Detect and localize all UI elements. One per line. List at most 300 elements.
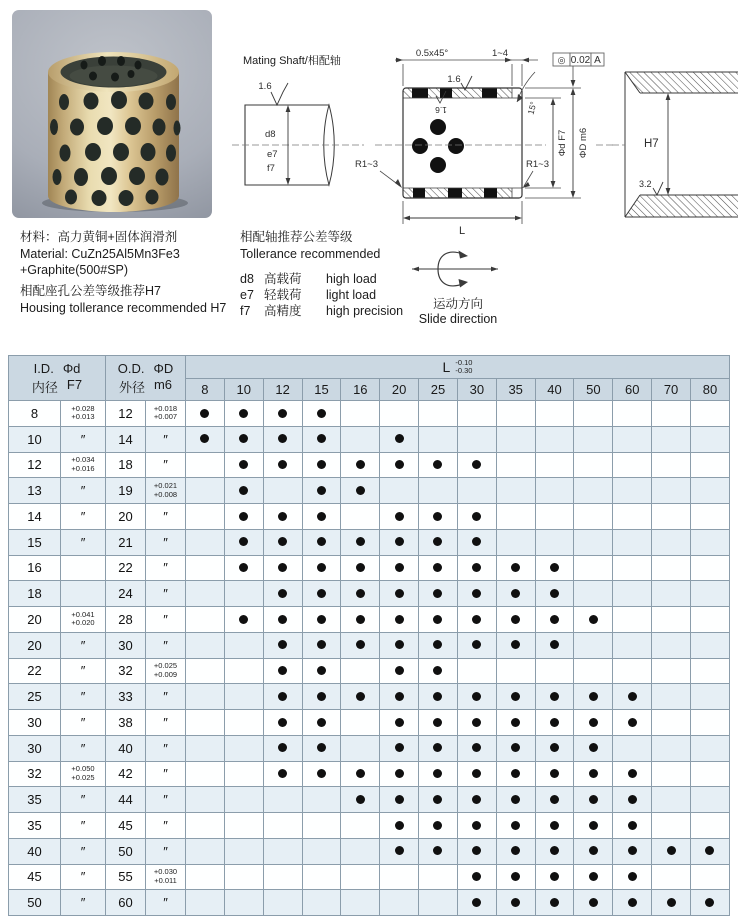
availability-cell-L15 (302, 401, 341, 427)
availability-cell-L30 (457, 864, 496, 890)
size-row-25x33 (9, 684, 730, 710)
id-tolerance: ″ (61, 504, 106, 530)
availability-cell-L70 (652, 684, 691, 710)
id-value: 22 (9, 658, 61, 684)
shaft-diagram-title: Mating Shaft/相配轴 (243, 55, 341, 67)
availability-cell-L8 (186, 864, 225, 890)
id-value: 18 (9, 581, 61, 607)
availability-dot (356, 692, 365, 701)
od-tolerance: ″ (146, 452, 186, 478)
availability-cell-L35 (496, 426, 535, 452)
availability-cell-L35 (496, 607, 535, 633)
availability-dot (472, 898, 481, 907)
availability-cell-L30 (457, 710, 496, 736)
availability-cell-L30 (457, 658, 496, 684)
availability-cell-L80 (690, 452, 729, 478)
availability-dot (628, 795, 637, 804)
availability-cell-L20 (380, 787, 419, 813)
availability-cell-L70 (652, 555, 691, 581)
availability-dot (200, 434, 209, 443)
id-tolerance: ″ (61, 735, 106, 761)
availability-dot (433, 589, 442, 598)
availability-cell-L25 (419, 658, 458, 684)
od-value: 22 (106, 555, 146, 581)
housing-finish-label: 3.2 (639, 179, 652, 189)
availability-dot (317, 537, 326, 546)
availability-dot (356, 563, 365, 572)
size-row-20x28 (9, 607, 730, 633)
availability-cell-L16 (341, 504, 380, 530)
availability-cell-L70 (652, 761, 691, 787)
availability-dot (317, 666, 326, 675)
availability-cell-L30 (457, 452, 496, 478)
legend-fit: d8 (240, 272, 254, 286)
availability-cell-L8 (186, 710, 225, 736)
availability-cell-L10 (224, 478, 263, 504)
availability-cell-L35 (496, 529, 535, 555)
availability-cell-L8 (186, 787, 225, 813)
availability-dot (395, 512, 404, 521)
inner-diameter-label: Φd F7 (557, 129, 568, 157)
id-value: 45 (9, 864, 61, 890)
od-tolerance: ″ (146, 555, 186, 581)
od-tolerance: +0.030 +0.011 (146, 864, 186, 890)
availability-cell-L60 (613, 452, 652, 478)
length-header-25: 25 (419, 379, 458, 401)
size-row-50x60 (9, 890, 730, 916)
availability-cell-L80 (690, 787, 729, 813)
id-value: 20 (9, 632, 61, 658)
availability-dot (239, 512, 248, 521)
length-header-10: 10 (224, 379, 263, 401)
id-value: 13 (9, 478, 61, 504)
availability-dot (667, 846, 676, 855)
availability-cell-L70 (652, 478, 691, 504)
od-tolerance: ″ (146, 813, 186, 839)
availability-dot (317, 769, 326, 778)
id-value: 8 (9, 401, 61, 427)
availability-cell-L60 (613, 864, 652, 890)
availability-cell-L70 (652, 426, 691, 452)
availability-cell-L35 (496, 401, 535, 427)
availability-dot (395, 666, 404, 675)
od-tolerance: ″ (146, 607, 186, 633)
shaft-note-zh: 相配轴推荐公差等级 (240, 230, 353, 244)
availability-dot (511, 692, 520, 701)
availability-cell-L16 (341, 813, 380, 839)
legend-zh: 高载荷 (264, 272, 302, 286)
availability-cell-L60 (613, 710, 652, 736)
legend-en: high load (326, 272, 377, 286)
availability-cell-L35 (496, 684, 535, 710)
availability-cell-L40 (535, 607, 574, 633)
availability-cell-L50 (574, 813, 613, 839)
availability-dot (239, 563, 248, 572)
availability-cell-L80 (690, 401, 729, 427)
outer-diameter-label: ΦD m6 (578, 127, 589, 159)
availability-dot (356, 460, 365, 469)
availability-cell-L16 (341, 607, 380, 633)
availability-dot (356, 589, 365, 598)
availability-cell-L40 (535, 838, 574, 864)
availability-cell-L12 (263, 581, 302, 607)
id-tolerance: ″ (61, 890, 106, 916)
id-tolerance: ″ (61, 813, 106, 839)
availability-cell-L20 (380, 504, 419, 530)
availability-dot (395, 846, 404, 855)
legend-en: high precision (326, 304, 404, 318)
availability-cell-L25 (419, 890, 458, 916)
availability-cell-L40 (535, 426, 574, 452)
availability-cell-L50 (574, 632, 613, 658)
availability-cell-L8 (186, 452, 225, 478)
availability-dot (278, 692, 287, 701)
id-tolerance: +0.028 +0.013 (61, 401, 106, 427)
concentricity-icon: ◎ (557, 55, 566, 65)
availability-cell-L30 (457, 504, 496, 530)
availability-dot (395, 563, 404, 572)
availability-dot (433, 769, 442, 778)
od-tolerance: +0.021 +0.008 (146, 478, 186, 504)
availability-dot (278, 434, 287, 443)
id-tolerance (61, 581, 106, 607)
od-tolerance: ″ (146, 684, 186, 710)
availability-dot (433, 640, 442, 649)
availability-cell-L15 (302, 838, 341, 864)
availability-cell-L80 (690, 813, 729, 839)
material-line-zh: 材料：高力黄铜+固体润滑剂 (20, 230, 178, 244)
availability-dot (239, 409, 248, 418)
availability-cell-L40 (535, 555, 574, 581)
legend-zh: 轻载荷 (264, 288, 302, 302)
size-row-40x50 (9, 838, 730, 864)
availability-cell-L10 (224, 607, 263, 633)
availability-cell-L80 (690, 632, 729, 658)
availability-dot (472, 640, 481, 649)
availability-dot (317, 512, 326, 521)
availability-cell-L20 (380, 813, 419, 839)
legend-zh: 高精度 (264, 304, 302, 318)
availability-cell-L10 (224, 555, 263, 581)
availability-dot (511, 795, 520, 804)
availability-cell-L12 (263, 761, 302, 787)
availability-cell-L15 (302, 529, 341, 555)
size-row-30x40 (9, 735, 730, 761)
availability-dot (395, 640, 404, 649)
availability-cell-L20 (380, 658, 419, 684)
availability-cell-L35 (496, 864, 535, 890)
availability-cell-L35 (496, 478, 535, 504)
availability-cell-L25 (419, 813, 458, 839)
availability-cell-L35 (496, 581, 535, 607)
availability-cell-L60 (613, 890, 652, 916)
availability-cell-L80 (690, 478, 729, 504)
availability-cell-L80 (690, 684, 729, 710)
availability-cell-L60 (613, 735, 652, 761)
id-value: 35 (9, 787, 61, 813)
availability-cell-L25 (419, 529, 458, 555)
availability-dot (433, 743, 442, 752)
availability-cell-L40 (535, 581, 574, 607)
availability-dot (472, 589, 481, 598)
od-value: 12 (106, 401, 146, 427)
availability-cell-L50 (574, 684, 613, 710)
availability-cell-L12 (263, 658, 302, 684)
availability-cell-L16 (341, 581, 380, 607)
id-tolerance: ″ (61, 478, 106, 504)
availability-cell-L25 (419, 581, 458, 607)
id-value: 40 (9, 838, 61, 864)
availability-dot (356, 486, 365, 495)
availability-cell-L80 (690, 426, 729, 452)
availability-cell-L10 (224, 581, 263, 607)
availability-dot (550, 718, 559, 727)
availability-dot (433, 666, 442, 675)
legend-row-e7 (240, 287, 403, 303)
availability-dot (395, 795, 404, 804)
availability-cell-L60 (613, 632, 652, 658)
id-tolerance: +0.050 +0.025 (61, 761, 106, 787)
availability-dot (628, 718, 637, 727)
availability-dot (433, 537, 442, 546)
availability-cell-L10 (224, 735, 263, 761)
od-value: 42 (106, 761, 146, 787)
od-tolerance: ″ (146, 838, 186, 864)
availability-dot (356, 769, 365, 778)
availability-dot (433, 718, 442, 727)
availability-cell-L15 (302, 426, 341, 452)
availability-cell-L15 (302, 452, 341, 478)
availability-dot (395, 718, 404, 727)
availability-cell-L50 (574, 401, 613, 427)
radius-left-label: R1~3 (355, 159, 378, 170)
id-tolerance: +0.034 +0.016 (61, 452, 106, 478)
availability-dot (278, 563, 287, 572)
availability-cell-L12 (263, 632, 302, 658)
availability-cell-L20 (380, 684, 419, 710)
availability-dot (395, 692, 404, 701)
availability-cell-L30 (457, 684, 496, 710)
availability-cell-L20 (380, 529, 419, 555)
availability-dot (278, 666, 287, 675)
availability-dot (395, 589, 404, 598)
availability-cell-L15 (302, 504, 341, 530)
length-header-60: 60 (613, 379, 652, 401)
size-row-18x24 (9, 581, 730, 607)
availability-cell-L15 (302, 658, 341, 684)
availability-cell-L60 (613, 529, 652, 555)
availability-cell-L15 (302, 684, 341, 710)
slide-direction-en: Slide direction (418, 312, 498, 326)
availability-cell-L8 (186, 426, 225, 452)
availability-cell-L20 (380, 452, 419, 478)
availability-cell-L20 (380, 581, 419, 607)
availability-cell-L40 (535, 684, 574, 710)
availability-cell-L50 (574, 504, 613, 530)
availability-cell-L20 (380, 761, 419, 787)
availability-cell-L8 (186, 684, 225, 710)
od-value: 14 (106, 426, 146, 452)
availability-cell-L10 (224, 787, 263, 813)
availability-cell-L60 (613, 555, 652, 581)
availability-cell-L8 (186, 607, 225, 633)
id-header-en: I.D. (33, 360, 54, 376)
availability-cell-L60 (613, 761, 652, 787)
od-tolerance: ″ (146, 632, 186, 658)
availability-cell-L60 (613, 787, 652, 813)
availability-cell-L80 (690, 658, 729, 684)
od-tolerance: ″ (146, 426, 186, 452)
od-value: 50 (106, 838, 146, 864)
availability-dot (511, 640, 520, 649)
availability-dot (317, 615, 326, 624)
section-drawing (350, 45, 615, 245)
availability-cell-L70 (652, 735, 691, 761)
availability-dot (511, 563, 520, 572)
id-tolerance: ″ (61, 787, 106, 813)
availability-cell-L60 (613, 658, 652, 684)
availability-cell-L30 (457, 813, 496, 839)
availability-cell-L16 (341, 787, 380, 813)
availability-cell-L40 (535, 452, 574, 478)
availability-dot (472, 460, 481, 469)
availability-dot (628, 898, 637, 907)
availability-dot (317, 718, 326, 727)
shaft-fit-d8: d8 (265, 129, 276, 140)
availability-dot (472, 769, 481, 778)
availability-dot (395, 769, 404, 778)
availability-cell-L60 (613, 504, 652, 530)
availability-cell-L50 (574, 658, 613, 684)
size-row-8x12 (9, 401, 730, 427)
availability-cell-L10 (224, 658, 263, 684)
availability-cell-L8 (186, 581, 225, 607)
od-header-en: O.D. (117, 360, 145, 376)
id-tolerance: ″ (61, 710, 106, 736)
availability-cell-L70 (652, 504, 691, 530)
availability-cell-L10 (224, 710, 263, 736)
od-tolerance: ″ (146, 761, 186, 787)
size-row-35x44 (9, 787, 730, 813)
availability-cell-L15 (302, 555, 341, 581)
id-tolerance: ″ (61, 658, 106, 684)
availability-dot (317, 692, 326, 701)
id-tolerance: ″ (61, 838, 106, 864)
availability-cell-L16 (341, 735, 380, 761)
availability-dot (628, 846, 637, 855)
od-tolerance: ″ (146, 787, 186, 813)
availability-cell-L16 (341, 890, 380, 916)
availability-dot (278, 743, 287, 752)
length-header-30: 30 (457, 379, 496, 401)
availability-dot (239, 486, 248, 495)
availability-dot (317, 563, 326, 572)
availability-cell-L12 (263, 504, 302, 530)
availability-cell-L80 (690, 890, 729, 916)
od-tolerance: +0.025 +0.009 (146, 658, 186, 684)
availability-cell-L25 (419, 478, 458, 504)
availability-dot (200, 409, 209, 418)
availability-cell-L50 (574, 452, 613, 478)
availability-cell-L15 (302, 813, 341, 839)
availability-cell-L30 (457, 401, 496, 427)
availability-dot (550, 640, 559, 649)
availability-cell-L70 (652, 864, 691, 890)
housing-tolerance-info (20, 283, 226, 316)
id-value: 16 (9, 555, 61, 581)
availability-cell-L80 (690, 864, 729, 890)
availability-cell-L20 (380, 632, 419, 658)
availability-cell-L50 (574, 581, 613, 607)
length-tol-upper: -0.10 (455, 358, 473, 367)
availability-cell-L40 (535, 632, 574, 658)
availability-cell-L35 (496, 658, 535, 684)
availability-dot (705, 898, 714, 907)
od-value: 32 (106, 658, 146, 684)
availability-cell-L20 (380, 401, 419, 427)
availability-cell-L15 (302, 761, 341, 787)
bushing-photo-graphic (12, 10, 212, 218)
availability-cell-L16 (341, 426, 380, 452)
availability-cell-L12 (263, 838, 302, 864)
availability-dot (395, 537, 404, 546)
availability-cell-L70 (652, 632, 691, 658)
availability-cell-L8 (186, 761, 225, 787)
availability-cell-L30 (457, 787, 496, 813)
size-row-35x45 (9, 813, 730, 839)
availability-cell-L12 (263, 864, 302, 890)
availability-cell-L25 (419, 864, 458, 890)
length-header-80: 80 (690, 379, 729, 401)
plug-dim-label: 1~4 (491, 48, 509, 59)
size-row-14x20 (9, 504, 730, 530)
availability-cell-L40 (535, 864, 574, 890)
availability-dot (550, 898, 559, 907)
availability-dot (589, 898, 598, 907)
availability-cell-L25 (419, 632, 458, 658)
availability-cell-L35 (496, 838, 535, 864)
availability-cell-L20 (380, 607, 419, 633)
id-value: 50 (9, 890, 61, 916)
availability-cell-L35 (496, 890, 535, 916)
availability-dot (433, 563, 442, 572)
availability-dot (628, 692, 637, 701)
availability-cell-L20 (380, 864, 419, 890)
availability-cell-L40 (535, 710, 574, 736)
availability-dot (511, 769, 520, 778)
availability-cell-L50 (574, 555, 613, 581)
availability-dot (589, 846, 598, 855)
availability-cell-L35 (496, 452, 535, 478)
availability-dot (472, 512, 481, 521)
availability-cell-L25 (419, 710, 458, 736)
availability-cell-L50 (574, 529, 613, 555)
availability-dot (589, 692, 598, 701)
availability-dot (550, 615, 559, 624)
availability-cell-L25 (419, 607, 458, 633)
finish-top-label: 1.6 (447, 74, 461, 85)
length-tol-lower: -0.30 (455, 366, 473, 375)
length-header-20: 20 (380, 379, 419, 401)
availability-dot (395, 460, 404, 469)
housing-tolerance-en: Housing tollerance recommended H7 (20, 300, 227, 315)
od-column-header (106, 356, 186, 401)
availability-cell-L20 (380, 555, 419, 581)
availability-cell-L50 (574, 607, 613, 633)
availability-cell-L12 (263, 607, 302, 633)
length-header-8: 8 (186, 379, 225, 401)
availability-cell-L80 (690, 555, 729, 581)
